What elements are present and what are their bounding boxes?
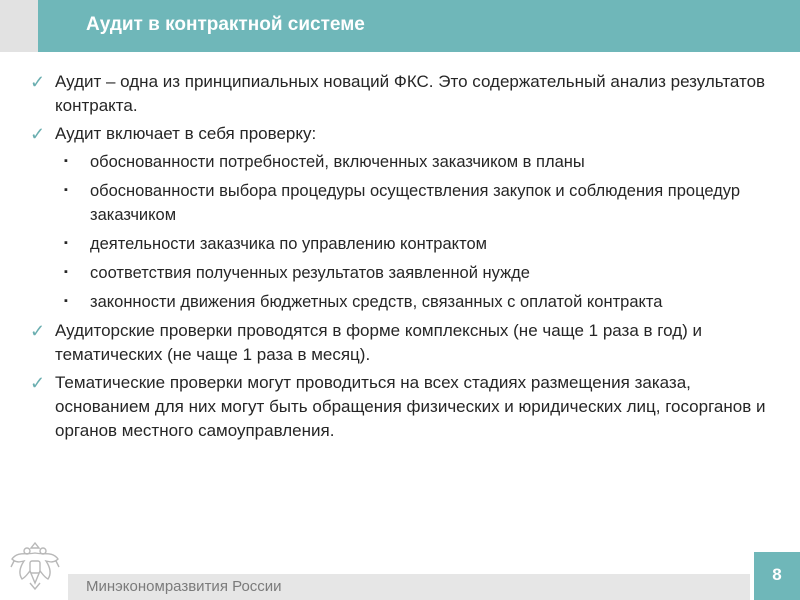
bullet-item [30,122,770,146]
sub-bullet-item [30,290,770,314]
square-bullet-icon: ▪ [64,184,68,196]
square-bullet-icon: ▪ [64,237,68,249]
bullet-text: Аудит включает в себя проверку: [55,124,317,143]
check-icon: ✓ [30,373,46,393]
check-icon: ✓ [30,72,46,92]
page-number: 8 [772,565,782,584]
square-bullet-icon: ▪ [64,266,68,278]
check-icon: ✓ [30,124,46,144]
square-bullet-icon: ▪ [64,155,68,167]
sub-bullet-item [30,232,770,256]
bullet-text: Тематические проверки могут проводиться на всех стадиях размещения заказа, основанием для них могут быть обращения физических и юридических лиц, госорганов и органов местного самоуправления. [55,373,766,440]
sub-bullet-item [30,261,770,285]
bullet-item [30,319,770,367]
sub-bullet-item [30,150,770,174]
sub-bullet-text: законности движения бюджетных средств, связанных с оплатой контракта [90,293,663,311]
page-number-box [754,552,800,600]
header-corner-block [0,0,38,52]
sub-bullet-text: деятельности заказчика по управлению контрактом [90,235,487,253]
slide-content [30,70,770,447]
bullet-text: Аудиторские проверки проводятся в форме комплексных (не чаще 1 раза в год) и тематических (не чаще 1 раза в месяц). [55,321,702,364]
sub-bullet-text: обоснованности потребностей, включенных заказчиком в планы [90,153,585,171]
slide-header [0,0,800,52]
sub-bullet-text: соответствия полученных результатов заявленной нужде [90,264,530,282]
slide-footer [0,574,800,600]
check-icon: ✓ [30,321,46,341]
bullet-item [30,371,770,443]
sub-bullet-item [30,179,770,227]
sub-bullet-text: обоснованности выбора процедуры осуществления закупок и соблюдения процедур заказчиком [90,182,741,224]
slide-title: Аудит в контрактной системе [86,14,365,35]
ministry-name: Минэкономразвития России [86,578,282,595]
bullet-text: Аудит – одна из принципиальных новаций ФКС. Это содержательный анализ результатов контракта. [55,72,766,115]
square-bullet-icon: ▪ [64,295,68,307]
bullet-item [30,70,770,118]
